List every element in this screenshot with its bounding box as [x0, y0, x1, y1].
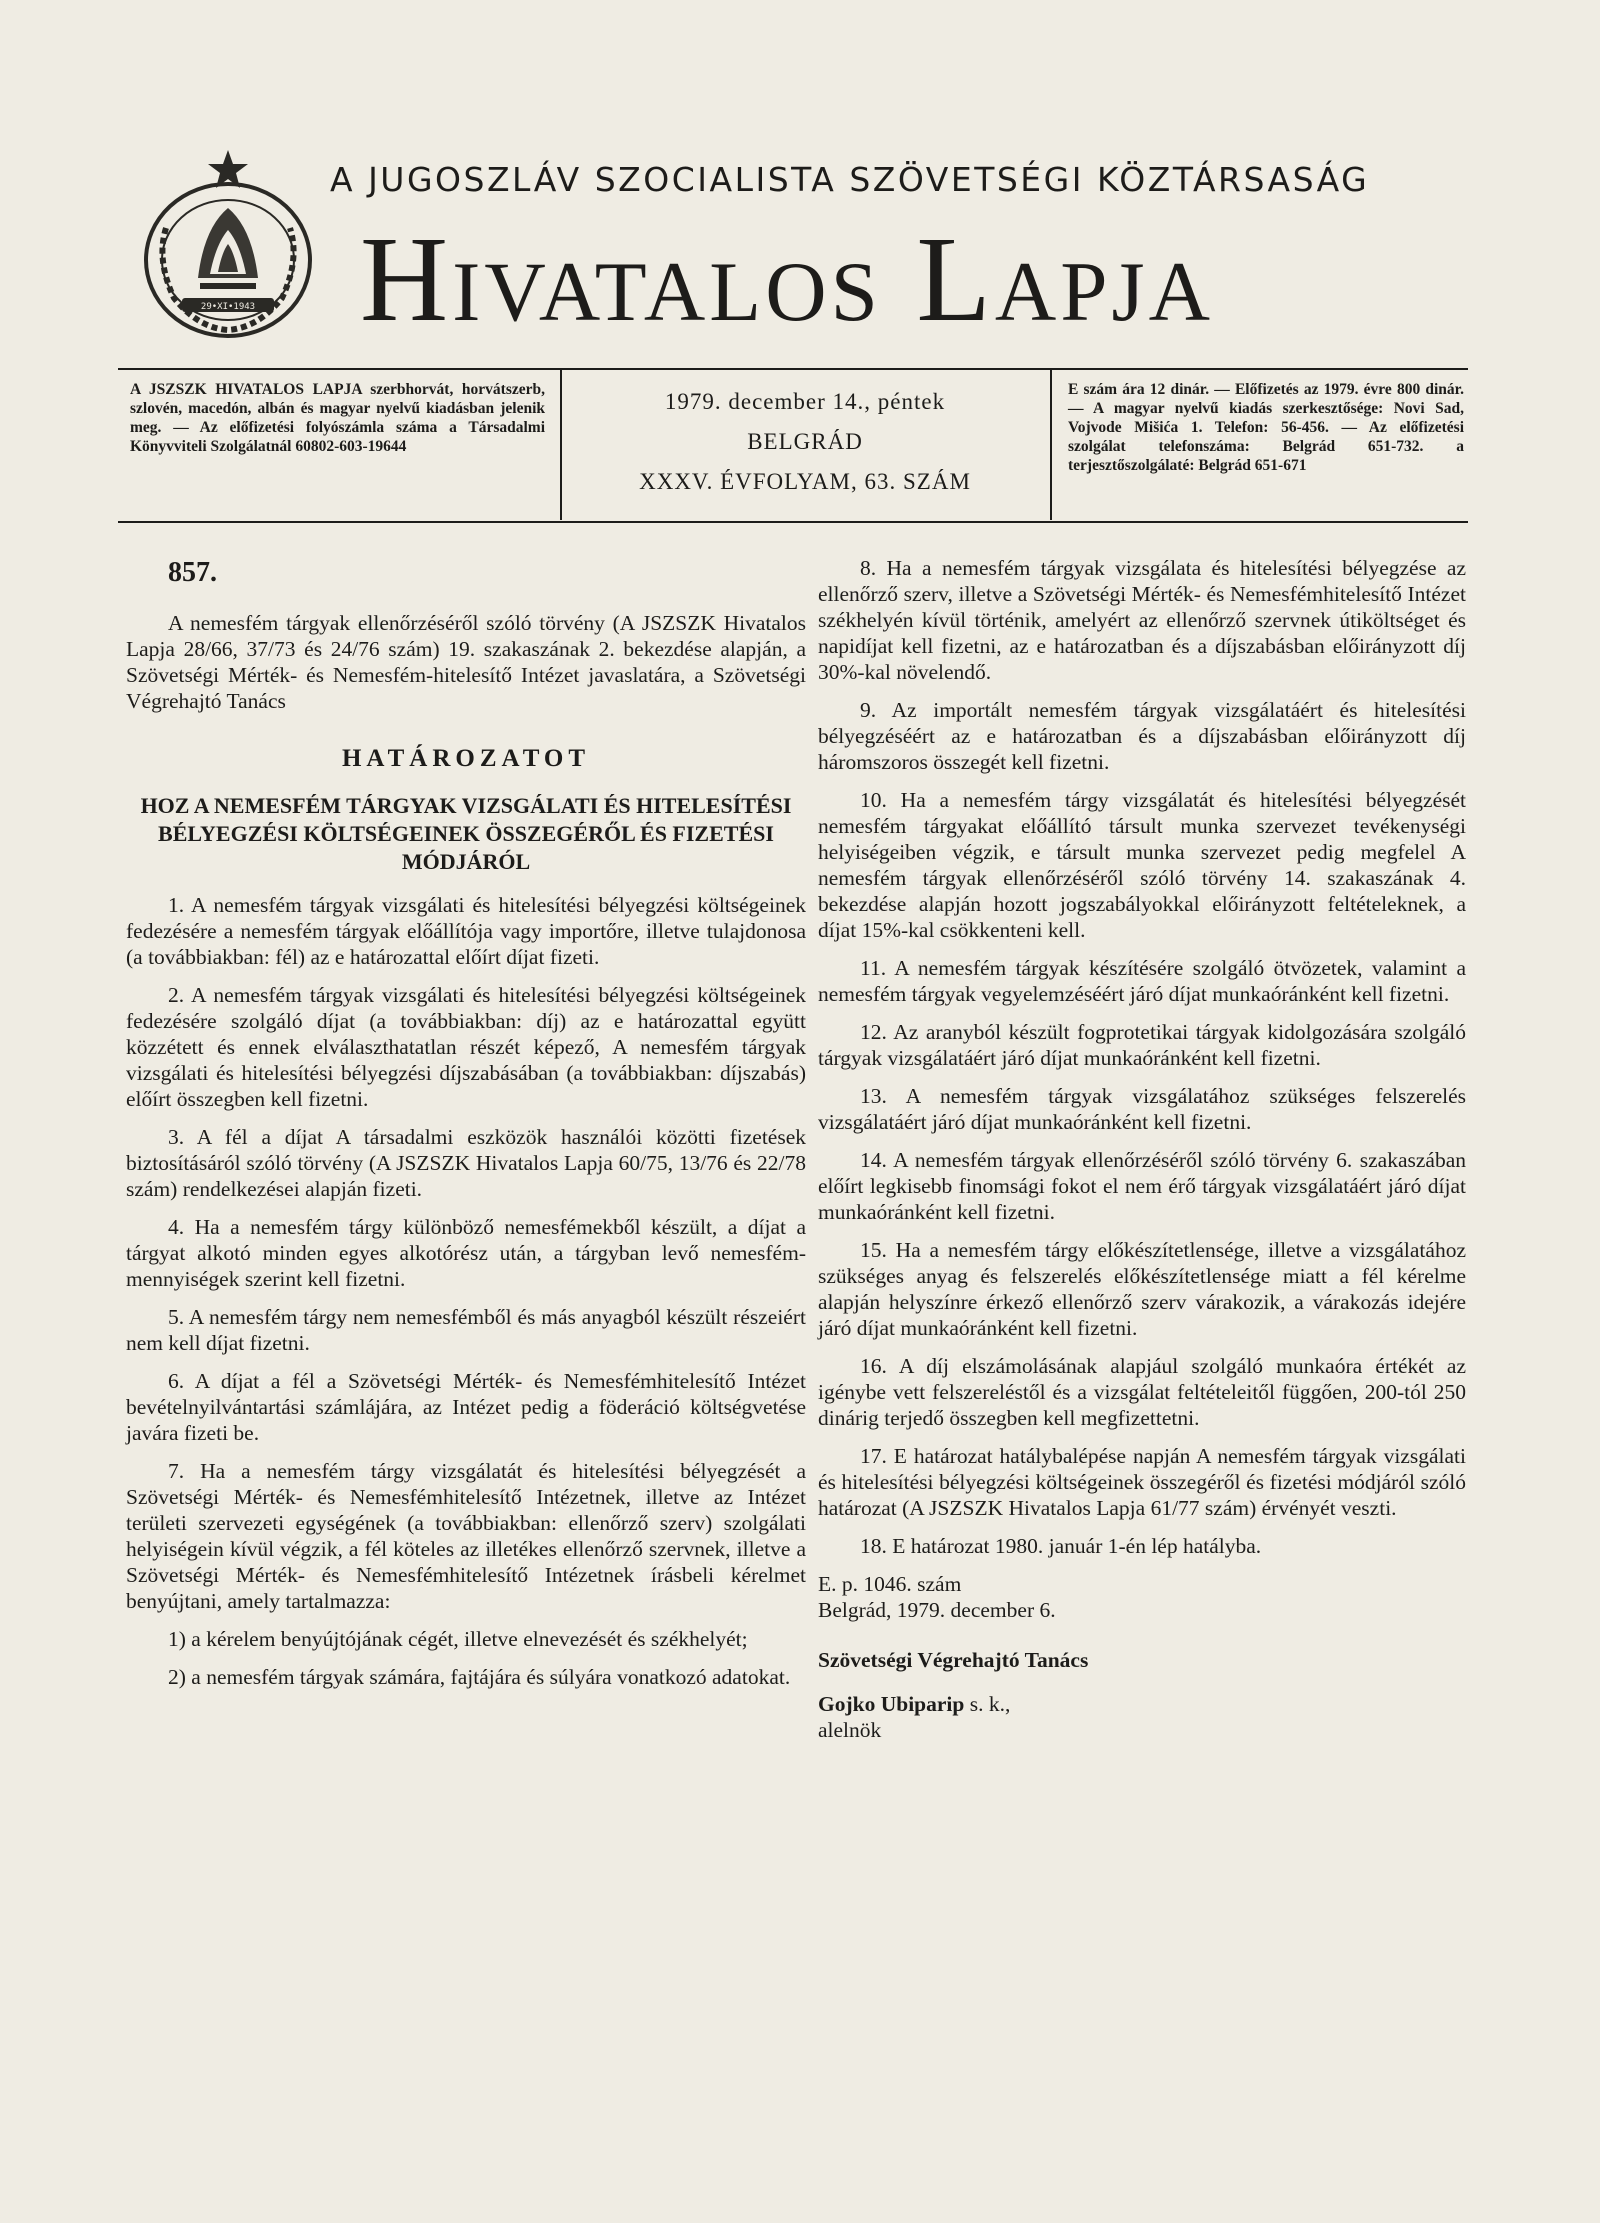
right-column — [818, 555, 1466, 1743]
signatory — [818, 1691, 1466, 1717]
preamble: A nemesfém tárgyak ellenőrzéséről szóló törvény (A JSZSZK Hivatalos Lapja 28/66, 37/73 és 24/76 szám) 19. szakaszának 2. bekezdése alapján, a Szövetségi Mérték- és Nemesfém-hitelesítő Intézet javaslatára, a Szövetségi Végrehajtó Tanács — [126, 611, 806, 713]
decree-heading: HATÁROZATOT — [341, 745, 591, 772]
section-15: 15. Ha a nemesfém tárgy előkészítetlensége, illetve a vizsgálatához szükséges anyag és felszerelés előkészítetlensége miatt a fél kérelme alapján helyszínre érkező ellenőrző szerv várakozik, a várakozás idejére járó díjat munkaóránként kell fizetni. — [818, 1238, 1466, 1340]
section-14: 14. A nemesfém tárgyak ellenőrzéséről szóló törvény 6. szakaszában előírt legkisebb finomsági fokot el nem érő tárgyak vizsgálatáért járó díjat munkaóránként kell fizetni. — [818, 1148, 1466, 1224]
section-4: 4. Ha a nemesfém tárgy különböző nemesfémekből készült, a díjat a tárgyat alkotó minden egyes alkotórész után, a tárgyban levő nemesfém-mennyiségek szerint kell fizetni. — [126, 1215, 806, 1291]
place-date: Belgrád, 1979. december 6. — [818, 1598, 1056, 1622]
section-8: 8. Ha a nemesfém tárgyak vizsgálata és hitelesítési bélyegzése az ellenőrző szerv, illetve a Szövetségi Mérték- és Nemesfémhitelesítő Intézet székhelyén kívül történik, amelyért az ellenőrző szervnek útiköltséget és napidíjat kell fizetni, az e határozatban és a díjszabásban előirányzott díj 30%-kal növelendő. — [818, 556, 1466, 684]
header-divider-right — [1050, 370, 1052, 520]
left-column — [126, 557, 806, 1702]
issue-info — [570, 382, 1040, 502]
price-info: E szám ára 12 dinár. — Előfizetés az 1979. évre 800 dinár. — A magyar nyelvű kiadás szerkesztősége: Novi Sad, Vojvode Mišića 1. Telefon: 56-456. — Az előfizetési szolgálat telefonszáma: Belgrád 651-732. a terjesztőszolgálaté: Belgrád 651-671 — [1068, 381, 1464, 474]
section-18: 18. E határozat 1980. január 1-én lép hatályba. — [860, 1534, 1262, 1558]
issue-city: BELGRÁD — [747, 429, 863, 454]
section-7: 7. Ha a nemesfém tárgy vizsgálatát és hitelesítési bélyegzését a Szövetségi Mérték- és Nemesfémhitelesítő Intézetnek, illetve az Intézet területi szervezeti egységének (a továbbiakban: ellenőrző szerv) szolgálati helyiségein kívül végzik, a fél köteles az illetékes ellenőrző szervnek, illetve a Szövetségi Mérték- és Nemesfémhitelesítő Intézetnek írásbeli kérelmet benyújtani, amely tartalmazza: — [126, 1459, 806, 1613]
yugoslav-coat-of-arms-icon — [138, 148, 318, 348]
republic-name: A JUGOSZLÁV SZOCIALISTA SZÖVETSÉGI KÖZTÁRSASÁG — [330, 160, 1370, 199]
signatory-sk: s. k., — [969, 1692, 1011, 1716]
header-bottom-rule — [118, 521, 1468, 523]
section-13: 13. A nemesfém tárgyak vizsgálatához szükséges felszerelés vizsgálatáért járó díjat munkaóránként kell fizetni. — [818, 1084, 1466, 1134]
issue-date: 1979. december 14., péntek — [664, 389, 946, 414]
header-divider-left — [560, 370, 562, 520]
section-9: 9. Az importált nemesfém tárgyak vizsgálatáért és hitelesítési bélyegzéséért az e határozatban és a díjszabásban előirányzott díj háromszoros összegét kell fizetni. — [818, 698, 1466, 774]
reference-number: E. p. 1046. szám — [818, 1572, 962, 1596]
emblem-date: 29•XI•1943 — [200, 302, 256, 312]
section-5: 5. A nemesfém tárgy nem nemesfémből és más anyagból készült részeiért nem kell díjat fizetni. — [126, 1305, 806, 1355]
gazette-title: Hivatalos Lapja — [360, 212, 1215, 347]
section-17: 17. E határozat hatálybalépése napján A nemesfém tárgyak vizsgálati és hitelesítési bélyegzési költségeinek összegéről és fizetési módjáról szóló határozat (A JSZSZK Hivatalos Lapja 61/77 szám) érvényét veszti. — [818, 1444, 1466, 1520]
decree-subject: HOZ A NEMESFÉM TÁRGYAK VIZSGÁLATI ÉS HITELESÍTÉSI BÉLYEGZÉSI KÖLTSÉGEINEK ÖSSZEGÉRŐL ÉS FIZETÉSI MÓDJÁRÓL — [140, 793, 792, 874]
header-top-rule — [118, 368, 1468, 370]
section-1: 1. A nemesfém tárgyak vizsgálati és hitelesítési bélyegzési költségeinek fedezésére a nemesfém tárgyak előállítója vagy importőre, illetve tulajdonosa (a továbbiakban: fél) az e határozattal előírt díjat fizeti. — [126, 893, 806, 969]
decision-number: 857. — [168, 557, 217, 588]
section-10: 10. Ha a nemesfém tárgy vizsgálatát és hitelesítési bélyegzését nemesfém tárgyakat előállító társult munka szervezet tevékenységi helyiségeiben végzik, e társult munka szervezet pedig megfelel A nemesfém tárgyak ellenőrzéséről szóló törvény 14. szakaszának 4. bekezdése alapján hozott jogszabályokkal előirányzott feltételeknek, a díjat 15%-kal csökkenteni kell. — [818, 788, 1466, 942]
section-11: 11. A nemesfém tárgyak készítésére szolgáló ötvözetek, valamint a nemesfém tárgyak vegyelemzéséért járó díjat munkaóránként kell fizetni. — [818, 956, 1466, 1006]
section-3: 3. A fél a díjat A társadalmi eszközök használói közötti fizetések biztosításáról szóló törvény (A JSZSZK Hivatalos Lapja 60/75, 13/76 és 22/78 szám) rendelkezései alapján fizeti. — [126, 1125, 806, 1201]
signatory-role: alelnök — [818, 1718, 882, 1742]
section-12: 12. Az aranyból készült fogprotetikai tárgyak kidolgozására szolgáló tárgyak vizsgálatáért járó díjat munkaóránként kell fizetni. — [818, 1020, 1466, 1070]
subscription-info: A JSZSZK HIVATALOS LAPJA szerbhorvát, horvátszerb, szlovén, macedón, albán és magyar nyelvű kiadásban jelenik meg. — Az előfizetési folyószámla száma a Társadalmi Könyvviteli Szolgálatnál 60802-603-19644 — [130, 381, 545, 455]
section-7-item-2: 2) a nemesfém tárgyak számára, fajtájára és súlyára vonatkozó adatokat. — [168, 1665, 791, 1689]
section-7-item-1: 1) a kérelem benyújtójának cégét, illetve elnevezését és székhelyét; — [168, 1627, 748, 1651]
signatory-name: Gojko Ubiparip — [818, 1692, 965, 1716]
signatory-body: Szövetségi Végrehajtó Tanács — [818, 1648, 1089, 1672]
section-6: 6. A díjat a fél a Szövetségi Mérték- és Nemesfémhitelesítő Intézet bevételnyilvántartási számlájára, az Intézet pedig a föderáció költségvetése javára fizeti be. — [126, 1369, 806, 1445]
issue-number: XXXV. ÉVFOLYAM, 63. SZÁM — [639, 469, 971, 494]
section-16: 16. A díj elszámolásának alapjául szolgáló munkaóra értékét az igénybe vett felszereléstől és a vizsgálat feltételeitől függően, 200-tól 250 dinárig terjedő összegben kell megfizettetni. — [818, 1354, 1466, 1430]
section-2: 2. A nemesfém tárgyak vizsgálati és hitelesítési bélyegzési költségeinek fedezésére szolgáló díjat (a továbbiakban: díj) az e határozattal együtt közzétett és ennek elválaszthatatlan részét képező, A nemesfém tárgyak vizsgálati és hitelesítési bélyegzési díjszabásában (a továbbiakban: díjszabás) előírt összegben kell fizetni. — [126, 983, 806, 1111]
